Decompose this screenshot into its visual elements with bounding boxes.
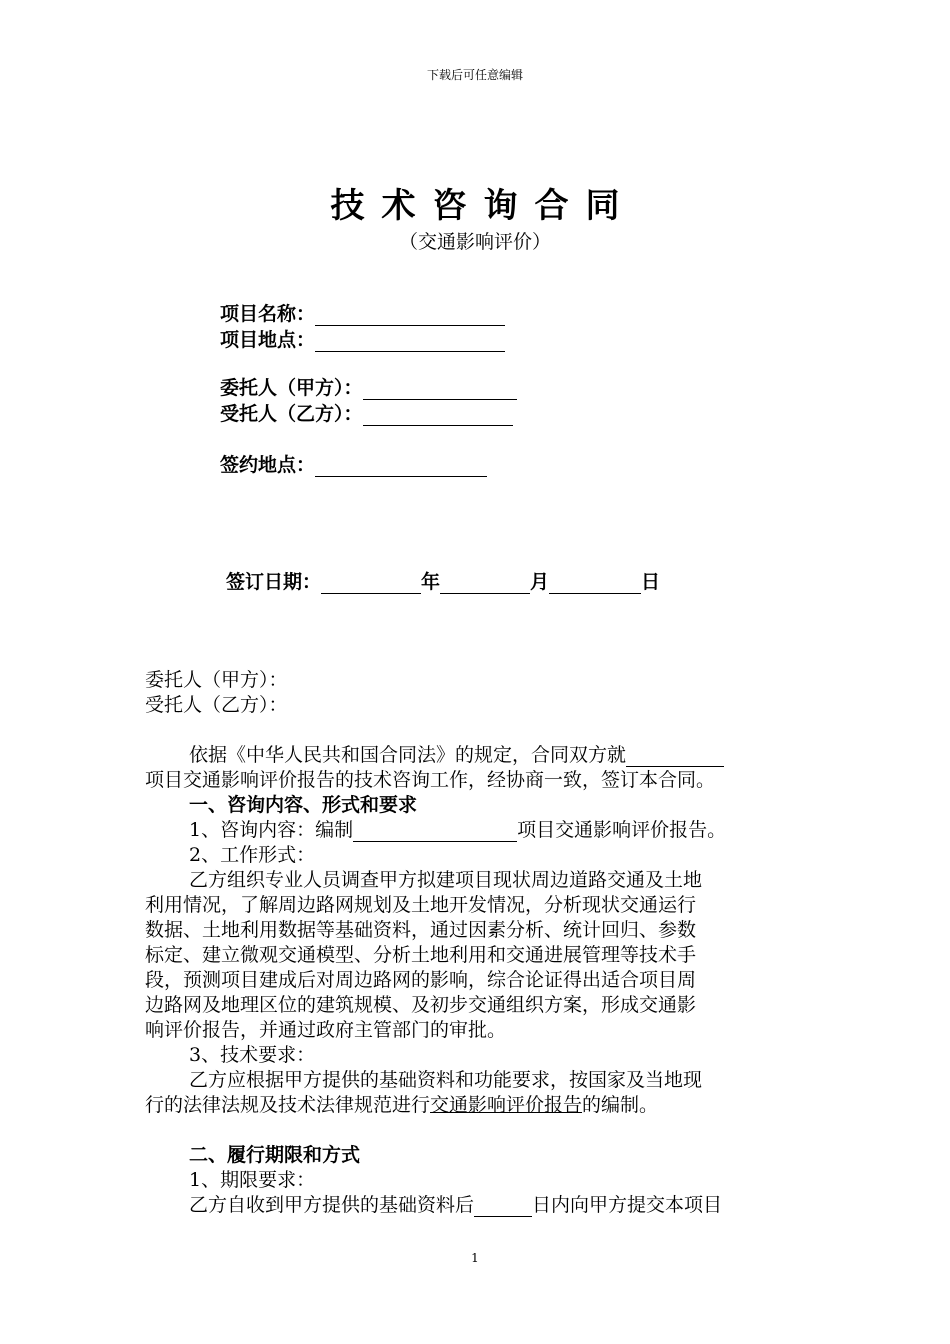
section1-heading: 一、咨询内容、形式和要求 bbox=[189, 794, 418, 816]
section2-heading: 二、履行期限和方式 bbox=[189, 1144, 361, 1166]
work-para-line: 利用情况，了解周边路网规划及土地开发情况，分析现状交通运行 bbox=[145, 894, 697, 916]
section1-item1 bbox=[189, 815, 726, 842]
signing-date-label: 签订日期： bbox=[226, 571, 322, 593]
contractor-blank bbox=[363, 405, 513, 426]
year-label: 年 bbox=[421, 571, 441, 593]
project-location-field bbox=[220, 325, 505, 352]
client-blank bbox=[363, 379, 517, 400]
party-contractor: 受托人（乙方）： bbox=[145, 694, 288, 716]
day-label: 日 bbox=[641, 571, 661, 593]
project-location-label: 项目地点： bbox=[220, 329, 316, 351]
deadline-suffix: 日内向甲方提交本项目 bbox=[532, 1194, 723, 1216]
deadline-prefix: 乙方自收到甲方提供的基础资料后 bbox=[189, 1194, 475, 1216]
contractor-label: 受托人（乙方）： bbox=[220, 403, 363, 425]
project-name-blank bbox=[315, 305, 505, 326]
project-name-field bbox=[220, 299, 505, 326]
section2-item1: 1、期限要求： bbox=[189, 1169, 316, 1191]
signing-place-blank bbox=[315, 456, 487, 477]
req-suffix: 的编制。 bbox=[582, 1094, 659, 1116]
intro-line-1 bbox=[189, 740, 724, 767]
page-number: 1 bbox=[471, 1251, 479, 1265]
section1-item2: 2、工作形式： bbox=[189, 844, 316, 866]
signing-place-label: 签约地点： bbox=[220, 454, 316, 476]
party-client: 委托人（甲方）： bbox=[145, 669, 288, 691]
requirements-line-2 bbox=[145, 1090, 658, 1117]
work-para-line: 响评价报告，并通过政府主管部门的审批。 bbox=[145, 1019, 507, 1041]
intro-line-2: 项目交通影响评价报告的技术咨询工作，经协商一致，签订本合同。 bbox=[145, 769, 716, 791]
item1-prefix: 1、咨询内容：编制 bbox=[189, 819, 354, 841]
requirements-line-1: 乙方应根据甲方提供的基础资料和功能要求，按国家及当地现 bbox=[189, 1069, 703, 1091]
section2-line-1 bbox=[189, 1190, 722, 1217]
signing-date-field bbox=[226, 567, 660, 594]
item1-suffix: 项目交通影响评价报告。 bbox=[517, 819, 727, 841]
intro-text: 依据《中华人民共和国合同法》的规定，合同双方就 bbox=[189, 744, 627, 766]
client-label: 委托人（甲方）： bbox=[220, 377, 363, 399]
work-para-line: 标定、建立微观交通模型、分析土地利用和交通进展管理等技术手 bbox=[145, 944, 697, 966]
document-title: 技术咨询合同 bbox=[330, 186, 637, 226]
header-note: 下载后可任意编辑 bbox=[426, 68, 523, 82]
req-underlined: 交通影响评价报告 bbox=[430, 1094, 583, 1116]
project-name-label: 项目名称： bbox=[220, 303, 316, 325]
document-subtitle: （交通影响评价） bbox=[398, 231, 551, 253]
deadline-blank bbox=[474, 1196, 532, 1217]
intro-blank bbox=[626, 746, 724, 767]
section1-item3: 3、技术要求： bbox=[189, 1044, 316, 1066]
req-prefix: 行的法律法规及技术法律规范进行 bbox=[145, 1094, 431, 1116]
contractor-field bbox=[220, 399, 513, 426]
item1-blank bbox=[353, 821, 517, 842]
client-field bbox=[220, 373, 517, 400]
work-para-line: 数据、土地利用数据等基础资料，通过因素分析、统计回归、参数 bbox=[145, 919, 697, 941]
day-blank bbox=[549, 573, 641, 594]
work-para-line: 乙方组织专业人员调查甲方拟建项目现状周边道路交通及土地 bbox=[189, 869, 703, 891]
work-para-line: 段，预测项目建成后对周边路网的影响，综合论证得出适合项目周 bbox=[145, 969, 697, 991]
year-blank bbox=[321, 573, 421, 594]
project-location-blank bbox=[315, 331, 505, 352]
work-para-line: 边路网及地理区位的建筑规模、及初步交通组织方案，形成交通影 bbox=[145, 994, 697, 1016]
month-label: 月 bbox=[530, 571, 550, 593]
month-blank bbox=[440, 573, 530, 594]
signing-place-field bbox=[220, 450, 487, 477]
